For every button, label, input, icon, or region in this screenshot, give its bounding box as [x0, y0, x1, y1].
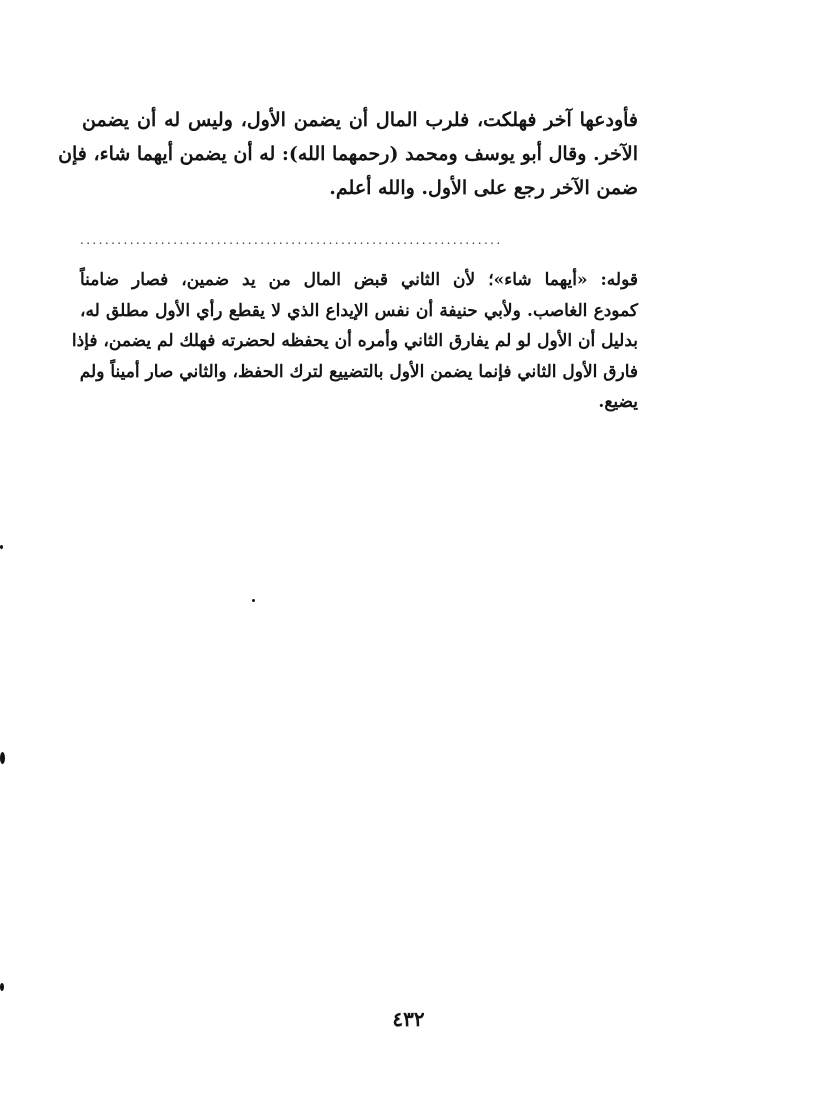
main-text-block: [58, 103, 638, 205]
footnote-block: [71, 265, 638, 418]
main-text-line-2: الآخر. وقال أبو يوسف ومحمد (رحمهما الله): له أن يضمن أيهما شاء، فإن: [58, 143, 638, 165]
footnote-line-1: [80, 265, 638, 296]
footnote-separator: ....................................................................: [80, 234, 503, 246]
footnote-line-2: كمودع الغاصب. ولأبي حنيفة أن نفس الإيداع الذي لا يقطع رأي الأول مطلق له،: [80, 300, 638, 321]
main-text-line-1: فأودعها آخر فهلكت، فلرب المال أن يضمن الأول، وليس له أن يضمن: [82, 109, 638, 131]
page-number: ٤٣٢: [392, 1007, 425, 1031]
footnote-line-3: بدليل أن الأول لو لم يفارق الثاني وأمره أن يحفظه لحضرته فهلك لم يضمن، فإذا: [71, 331, 638, 351]
main-text-line-3: ضمن الآخر رجع على الأول. والله أعلم.: [329, 177, 638, 199]
footnote-line-5: يضيع.: [598, 392, 638, 412]
scan-speck: [0, 752, 5, 764]
footnote-line-4: فارق الأول الثاني فإنما يضمن الأول بالتضييع لترك الحفظ، والثاني صار أميناً ولم: [79, 361, 638, 382]
footnote-line-1-rest: لأن الثاني قبض المال من يد ضمين، فصار ضامناً: [80, 270, 489, 290]
footnote-lead: قوله: «أيهما شاء»؛: [488, 270, 638, 290]
scan-speck: [252, 599, 255, 602]
scan-speck: [0, 983, 4, 991]
scan-speck: [0, 545, 3, 549]
